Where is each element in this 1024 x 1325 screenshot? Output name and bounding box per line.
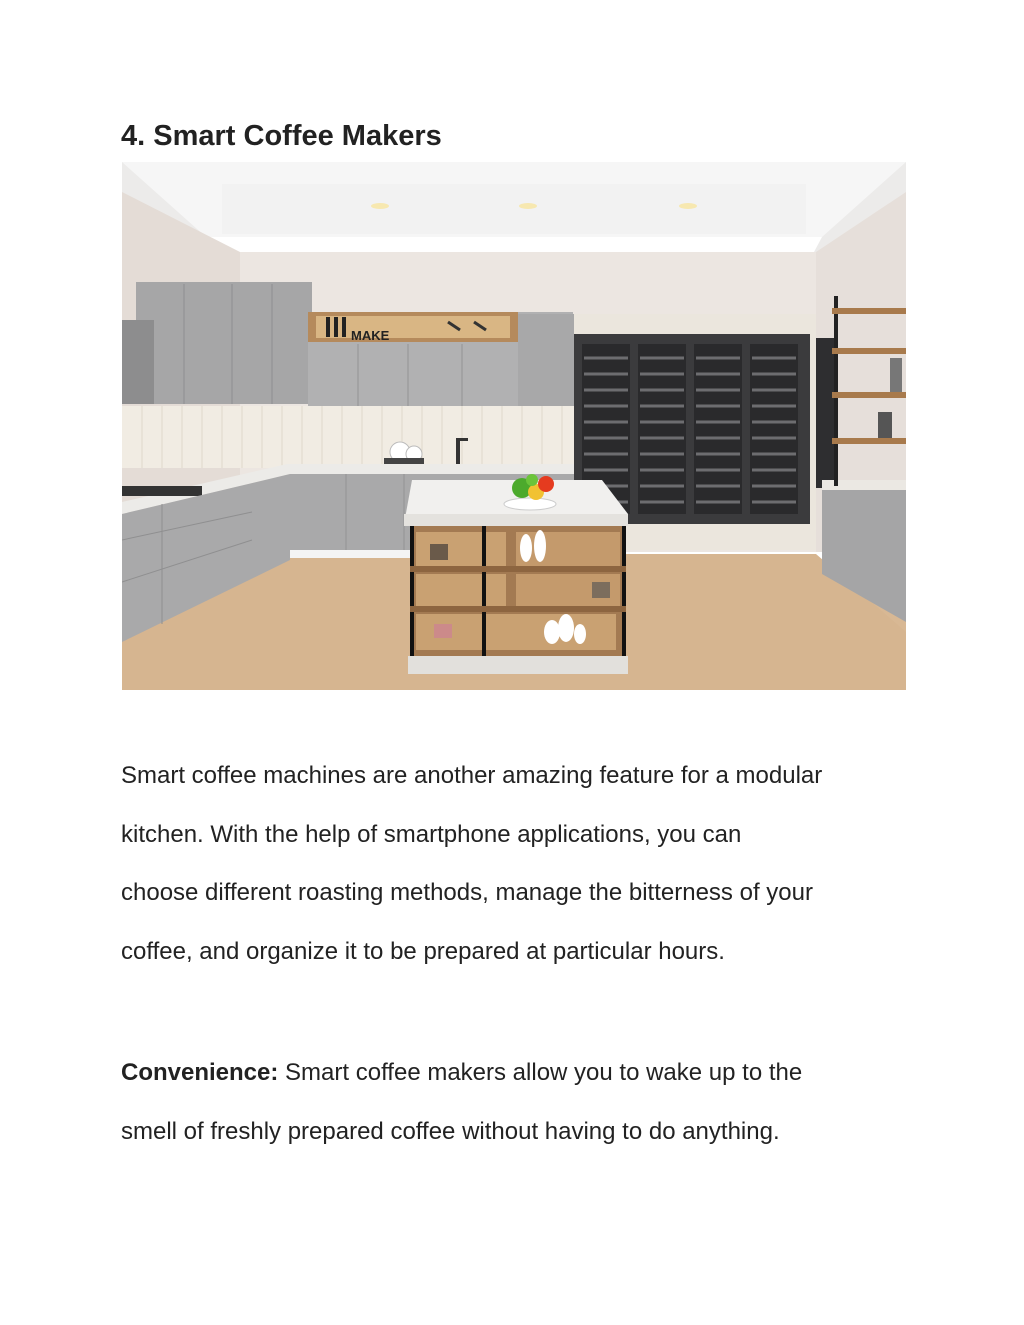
paragraph-line: coffee, and organize it to be prepared at particular hours. xyxy=(121,937,725,965)
kitchen-island xyxy=(404,474,628,674)
shelf-sign: MAKE xyxy=(351,328,390,343)
section-heading: 4. Smart Coffee Makers xyxy=(121,120,442,152)
paragraph-line xyxy=(121,1044,921,1103)
convenience-paragraph xyxy=(121,1044,921,1161)
paragraph-line: Smart coffee machines are another amazing feature for a modular xyxy=(121,762,823,789)
description-paragraph xyxy=(121,747,921,981)
paragraph-line: smell of freshly prepared coffee without having to do anything. xyxy=(121,1117,780,1145)
convenience-text: Smart coffee makers allow you to wake up to the xyxy=(278,1059,803,1086)
ceiling-light xyxy=(371,203,389,209)
kitchen-image xyxy=(122,162,906,690)
ceiling-light xyxy=(519,203,537,209)
convenience-label: Convenience: xyxy=(121,1059,279,1086)
paragraph-line: choose different roasting methods, manage the bitterness of your xyxy=(121,879,813,906)
ceiling-light xyxy=(679,203,697,209)
paragraph-line: kitchen. With the help of smartphone applications, you can xyxy=(121,820,742,848)
